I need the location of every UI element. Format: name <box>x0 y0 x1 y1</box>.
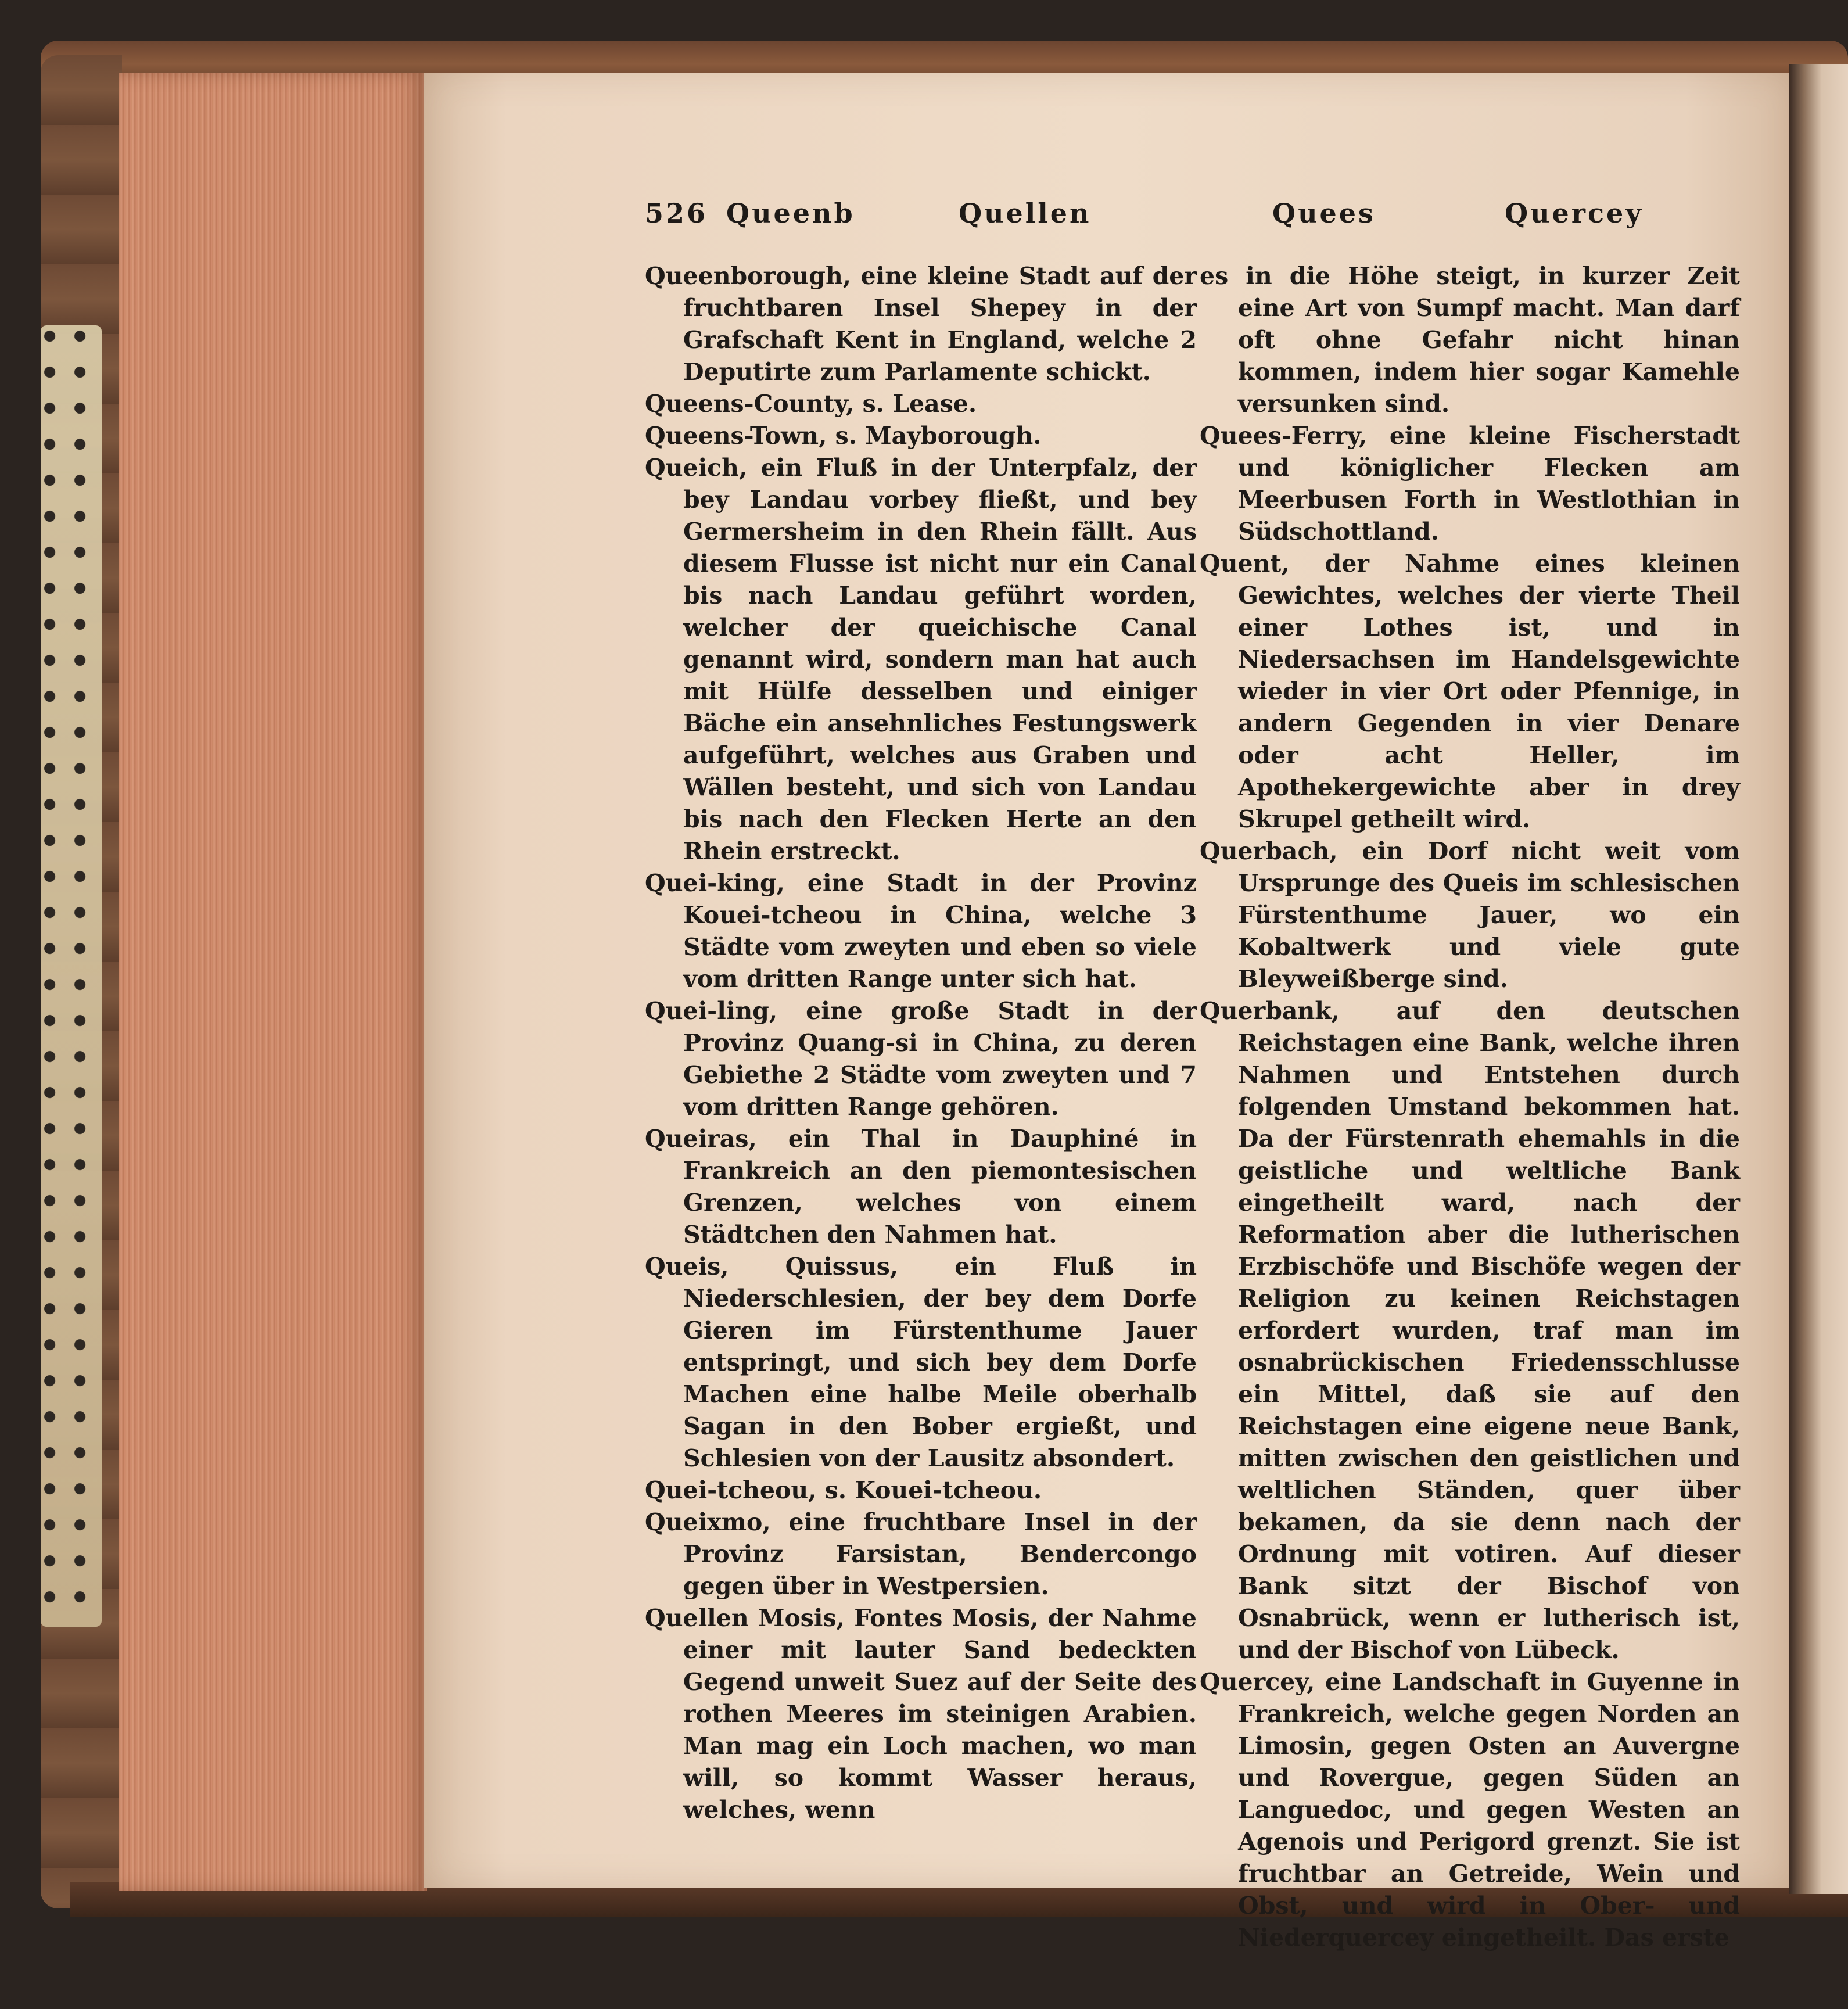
dictionary-entry <box>645 452 1197 867</box>
entry-text: , eine Landschaft in Guyenne in Frankreich, welche gegen Norden an Limosin, gegen Osten an Auvergne und Rovergue, gegen Süden an Languedoc, und gegen Westen an Agenois und Perigord grenzt. Sie ist fruchtbar an Getreide, Wein und Obst, und wird in Ober- und Niederquercey eingetheilt. Das erste <box>1238 1668 1740 1951</box>
entry-text: , ein Dorf nicht weit vom Ursprunge des Queis im schlesischen Fürstenthume Jauer, wo ein Kobaltwerk und viele gute Bleyweißberge sind. <box>1238 837 1740 993</box>
entry-text: , ein Fluß in der Unterpfalz, der bey Landau vorbey fließt, und bey Germersheim in den Rhein fällt. Aus diesem Flusse ist nicht nur ein Canal bis nach Landau geführt worden, welcher der queichische Canal genannt wird, sondern man hat auch mit Hülfe desselben und einiger Bäche ein ansehnliches Festungswerk aufgeführt, welches aus Graben und Wällen besteht, und sich von Landau bis nach den Flecken Herte an den Rhein erstreckt. <box>683 454 1197 865</box>
entry-text: , eine Stadt in der Provinz Kouei-tcheou in China, welche 3 Städte vom zweyten und eben so viele vom dritten Range unter sich hat. <box>683 869 1197 993</box>
dictionary-entry <box>1200 1666 1740 1954</box>
entry-text: , eine kleine Fischerstadt und königlicher Flecken am Meerbusen Forth in Westlothian in Südschottland. <box>1238 422 1740 546</box>
page-text <box>645 198 1740 1951</box>
dictionary-entry <box>645 1506 1197 1602</box>
entry-headword: Queis <box>645 1253 721 1280</box>
page-edges <box>119 73 427 1891</box>
dictionary-entry <box>1200 995 1740 1666</box>
entry-headword: Queich <box>645 454 739 482</box>
dictionary-entry <box>645 1602 1197 1826</box>
entry-headword: Queiras <box>645 1125 749 1153</box>
entry-headword: Querbach <box>1200 837 1330 865</box>
entry-text: , auf den deutschen Reichstagen eine Bank, welche ihren Nahmen und Entstehen durch folgenden Umstand bekommen hat. Da der Fürstenrath ehemahls in die geistliche und weltliche Bank eingetheilt ward, nach der Reformation aber die lutherischen Erzbischöfe und Bischöfe wegen der Religion zu keinen Reichstagen erfordert wurden, traf man im osnabrückischen Friedensschlusse ein Mittel, daß sie auf den Reichstagen eine eigene neue Bank, mitten zwischen den geistlichen und weltlichen Ständen, quer über bekamen, da sie denn nach der Ordnung mit votiren. Auf dieser Bank sitzt der Bischof von Osnabrück, wenn er lutherisch ist, und der Bischof von Lübeck. <box>1238 997 1740 1664</box>
entry-text: , s. Lease. <box>846 390 977 418</box>
entry-headword: Quei-ling <box>645 997 769 1025</box>
dictionary-entry <box>645 420 1197 452</box>
entry-text: , s. Mayborough. <box>819 422 1042 450</box>
entry-headword: Quei-king <box>645 869 777 897</box>
running-head-right-last: Quercey <box>1505 198 1644 229</box>
entry-headword: Quercey <box>1200 1668 1307 1696</box>
dictionary-entry <box>645 1251 1197 1475</box>
facing-page-gutter <box>1789 64 1848 1894</box>
entry-text: , der Nahme eines kleinen Gewichtes, welches der vierte Theil einer Lothes ist, und in Niedersachsen im Handelsgewichte wieder in vier Ort oder Pfennige, in andern Gegenden in vier Denare oder acht Heller, im Apothekergewichte aber in drey Skrupel getheilt wird. <box>1238 550 1740 833</box>
dictionary-entry <box>645 995 1197 1123</box>
dictionary-entry-continued <box>1200 260 1740 420</box>
dictionary-entry <box>1200 548 1740 835</box>
running-head <box>645 198 1725 244</box>
entry-text: , ein Thal in Dauphiné in Frankreich an den piemontesischen Grenzen, welches von einem Städtchen den Nahmen hat. <box>683 1125 1197 1249</box>
entry-headword: Quei-tcheou <box>645 1476 809 1504</box>
entry-text: , Fontes Mosis, der Nahme einer mit lauter Sand bedeckten Gegend unweit Suez auf der Seite des rothen Meeres im steinigen Arabien. Man mag ein Loch machen, wo man will, so kommt Wasser heraus, welches, wenn <box>683 1604 1197 1824</box>
entry-headword: Queenborough <box>645 262 843 290</box>
entry-headword: Quent <box>1200 550 1282 577</box>
running-head-left-first: Queenb <box>726 198 855 229</box>
entry-text: , eine kleine Stadt auf der fruchtbaren Insel Shepey in der Grafschaft Kent in England, welche 2 Deputirte zum Parlamente schickt. <box>683 262 1197 386</box>
dictionary-entry <box>645 388 1197 420</box>
entry-text: , eine fruchtbare Insel in der Provinz Farsistan, Bendercongo gegen über in Westpersien. <box>683 1508 1197 1600</box>
entry-text: , Quissus, ein Fluß in Niederschlesien, der bey dem Dorfe Gieren im Fürstenthume Jauer entspringt, und sich bey dem Dorfe Machen eine halbe Meile oberhalb Sagan in den Bober ergießt, und Schlesien von der Lausitz absondert. <box>683 1253 1197 1472</box>
dictionary-entry <box>1200 835 1740 995</box>
entry-headword: Quellen Mosis <box>645 1604 837 1632</box>
running-head-left-last: Quellen <box>959 198 1092 229</box>
dictionary-entry <box>645 1123 1197 1251</box>
left-column <box>645 260 1197 1852</box>
entry-text: , eine große Stadt in der Provinz Quang-si in China, zu deren Gebiethe 2 Städte vom zweyten und 7 vom dritten Range gehören. <box>683 997 1197 1121</box>
marbled-spine-label <box>41 325 102 1627</box>
entry-text: es in die Höhe steigt, in kurzer Zeit eine Art von Sumpf macht. Man darf oft ohne Gefahr nicht hinan kommen, indem hier sogar Kamehle versunken sind. <box>1200 262 1740 418</box>
running-head-right-first: Quees <box>1272 198 1376 229</box>
entry-headword: Queens-Town <box>645 422 819 450</box>
right-column <box>1200 260 1740 1951</box>
entry-headword: Queixmo <box>645 1508 763 1536</box>
dictionary-entry <box>645 260 1197 388</box>
dictionary-entry <box>1200 420 1740 548</box>
dictionary-entry <box>645 1475 1197 1506</box>
entry-headword: Querbank <box>1200 997 1332 1025</box>
entry-headword: Queens-County <box>645 390 846 418</box>
dictionary-entry <box>645 867 1197 995</box>
entry-headword: Quees-Ferry <box>1200 422 1359 450</box>
entry-text: , s. Kouei-tcheou. <box>808 1476 1042 1504</box>
page-number: 526 <box>645 198 708 229</box>
